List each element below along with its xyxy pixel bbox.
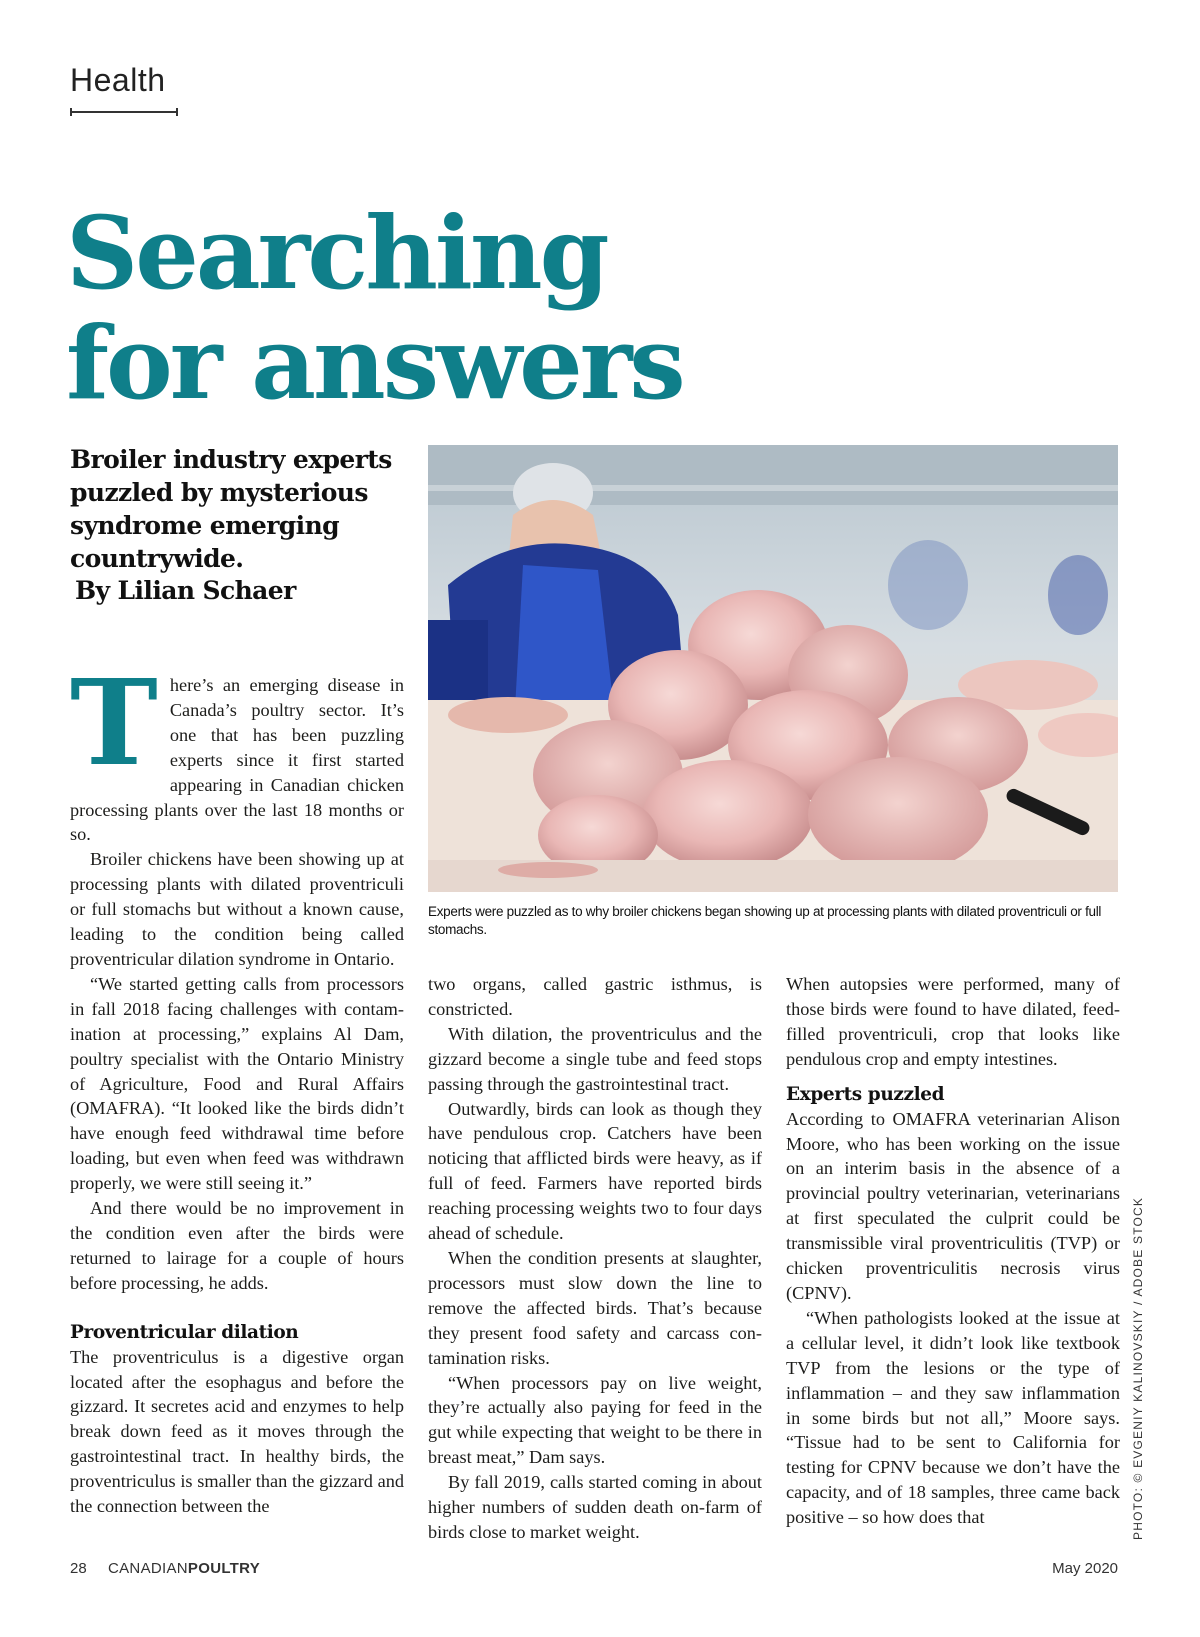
article-column-3	[786, 972, 1120, 1530]
article-paragraph: According to OMAFRA veterinarian Alison Moore, who has been working on the issue on an interim basis in the absence of a provincial poultry veterinarian, veterinarians at first speculated the culprit could be transmissible viral proventriculitis (TVP) or chicken proventriculitis necrosis virus (CPNV).	[786, 1108, 1120, 1303]
paragraph-text: here’s an emerging disease in Canada’s poultry sector. It’s one that has been puzzling experts since it first started appearing in Canadian chicken processing plants over the last 18 months or so.	[70, 675, 404, 845]
byline: By Lilian Schaer	[75, 576, 296, 605]
photo-credit: PHOTO: © EVGENIY KALINOVSKIY / ADOBE STOCK	[1131, 1196, 1145, 1540]
subhead-experts-puzzled: Experts puzzled	[786, 1083, 945, 1105]
photo-caption: Experts were puzzled as to why broiler chickens began showing up at processing plants with dilated proventriculi or full stomachs.	[428, 904, 1102, 937]
chicken-processing-photo	[428, 445, 1118, 892]
headline-line-1: Searching	[66, 194, 607, 312]
page-number: 28	[70, 1560, 87, 1577]
magazine-name-bold: POULTRY	[187, 1560, 261, 1577]
section-label: Health	[70, 62, 166, 98]
article-paragraph: two organs, called gastric isthmus, is constricted.	[428, 974, 762, 1019]
subhead-proventricular-dilation: Proventricular dilation	[70, 1321, 299, 1343]
magazine-name	[108, 1560, 260, 1577]
article-paragraph	[70, 653, 404, 847]
magazine-name-light: CANADIAN	[108, 1560, 188, 1577]
headline	[66, 194, 826, 422]
drop-cap: T	[70, 653, 158, 792]
article-paragraph: With dilation, the proventriculus and the gizzard become a single tube and feed stops passing through the gastrointestinal tract.	[428, 1023, 762, 1094]
headline-line-2: for answers	[66, 304, 683, 422]
article-column-1	[70, 653, 404, 1519]
article-paragraph: And there would be no improvement in the condition even after the birds were returned to lairage for a couple of hours before processing, he adds.	[70, 1198, 404, 1293]
article-paragraph: When the condition presents at slaughter, processors must slow down the line to remove the affected birds. That’s because they present food safety and carcass contamination risks.	[428, 1247, 762, 1368]
article-paragraph: Outwardly, birds can look as though they have pendulous crop. Catchers have been noticing that afflicted birds were heavy, as if full of feed. Farmers have reported birds reaching processing weights two to four days ahead of schedule.	[428, 1098, 762, 1244]
article-photo	[428, 445, 1118, 892]
article-paragraph: “We started getting calls from processors in fall 2018 facing challenges with contamination at processing,” explains Al Dam, poultry specialist with the Ontario Ministry of Agriculture, Food and Rural Affairs (OMAFRA). “It looked like the birds didn’t have enough feed withdrawal time before loading, but even when feed was withdrawn properly, we were still seeing it.”	[70, 973, 404, 1194]
deck: Broiler industry experts puzzled by mysterious syndrome emerging countrywide.	[70, 445, 392, 573]
article-column-2	[428, 972, 762, 1545]
section-rule	[70, 111, 178, 113]
issue-date: May 2020	[1052, 1560, 1118, 1577]
article-paragraph: The proventriculus is a digestive organ located after the esophagus and before the gizzard. It secretes acid and enzymes to help break down feed as it moves through the gastrointestinal tract. In healthy birds, the proventriculus is smaller than the gizzard and the connection between the	[70, 1346, 404, 1517]
article-paragraph: Broiler chickens have been showing up at processing plants with dilated proventriculi or full stomachs but without a known cause, leading to the condition being called proventricular dilation syndrome in Ontario.	[70, 849, 404, 969]
article-paragraph: By fall 2019, calls started coming in about higher numbers of sudden death on-farm of birds close to market weight.	[428, 1472, 762, 1542]
article-paragraph: When autopsies were performed, many of those birds were found to have dilated, feed-filled proventriculi, crop that looks like pendulous crop and empty intestines.	[786, 974, 1120, 1069]
article-paragraph: “When processors pay on live weight, they’re actually also paying for feed in the gut while expecting that weight to be there in breast meat,” Dam says.	[428, 1372, 762, 1468]
article-paragraph: “When pathologists looked at the issue at a cellular level, it didn’t look like textbook TVP from the lesions or the type of inflammation – and they saw inflammation in some birds but not all,” Moore says. “Tissue had to be sent to California for testing for CPNV because we don’t have the capacity, and of 18 samples, three came back positive – so how does that	[786, 1307, 1120, 1528]
